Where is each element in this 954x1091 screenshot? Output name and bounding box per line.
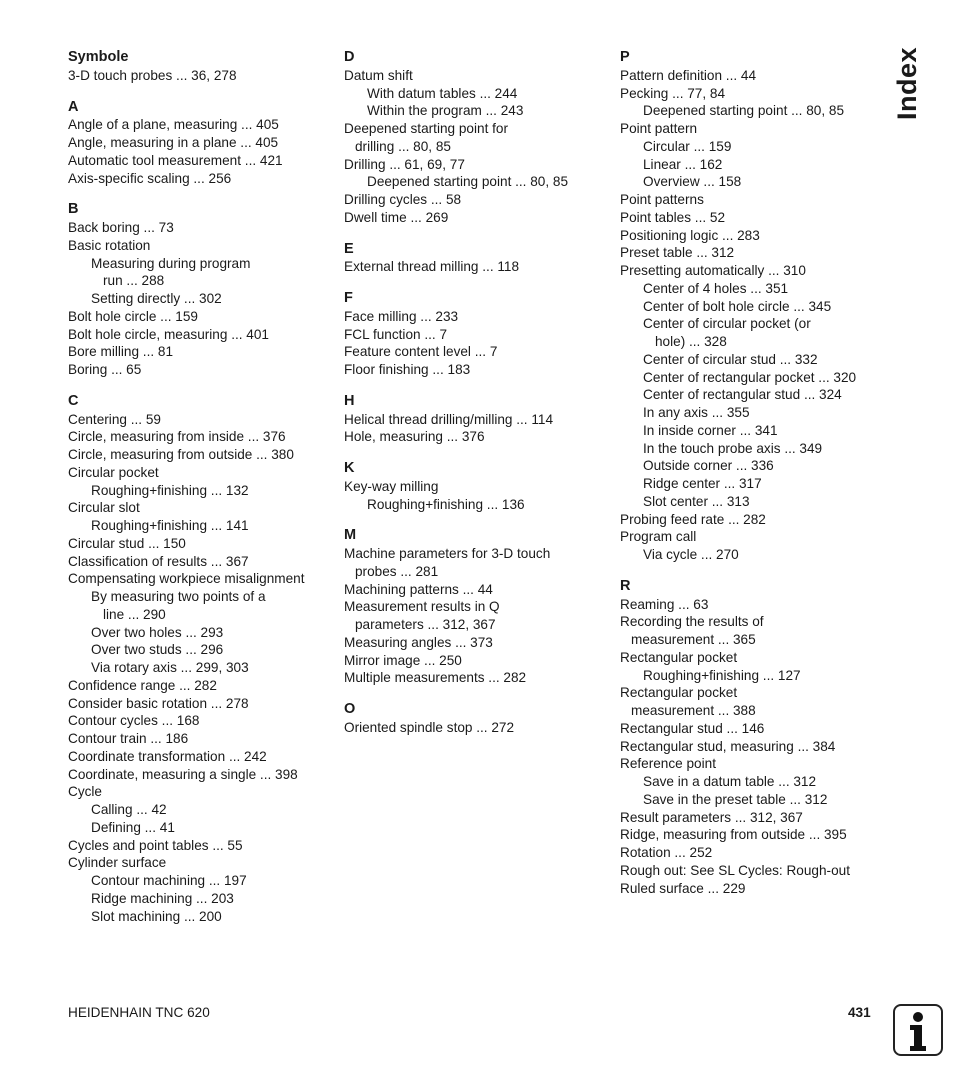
index-subentry: In inside corner ... 341 [643, 422, 778, 438]
index-subentry: Deepened starting point ... 80, 85 [367, 174, 569, 190]
index-entry: Point pattern [620, 121, 698, 136]
index-entry: Presetting automatically ... 310 [620, 263, 806, 278]
index-entry-continuation: measurement ... 388 [631, 703, 756, 718]
index-entry: Ridge, measuring from outside ... 395 [620, 827, 847, 843]
index-entry: Bolt hole circle ... 159 [68, 308, 198, 324]
index-letter-heading: R [620, 577, 631, 594]
index-letter-heading: M [344, 527, 357, 544]
index-subentry-continuation: run ... 288 [103, 273, 165, 289]
index-entry: Pattern definition ... 44 [620, 67, 757, 83]
index-subentry-continuation: line ... 290 [103, 606, 166, 622]
index-entry: Circle, measuring from outside ... 380 [68, 447, 294, 462]
index-entry: Helical thread drilling/milling ... 114 [344, 411, 554, 427]
index-subentry: Roughing+finishing ... 132 [91, 482, 249, 498]
index-letter-heading: A [68, 98, 79, 115]
index-entry: Hole, measuring ... 376 [344, 429, 485, 445]
index-entry: Machine parameters for 3-D touch [344, 546, 551, 561]
index-entry: Datum shift [344, 67, 413, 83]
index-subentry: Outside corner ... 336 [643, 458, 774, 474]
index-entry: Point patterns [620, 192, 704, 207]
info-icon [893, 1004, 943, 1056]
index-entry: Circle, measuring from inside ... 376 [68, 429, 286, 445]
index-subentry: Center of circular stud ... 332 [643, 351, 818, 367]
index-entry: FCL function ... 7 [344, 326, 448, 342]
index-entry: Contour train ... 186 [68, 731, 189, 746]
index-letter-heading: P [620, 49, 630, 65]
index-entry: Cycle [68, 784, 102, 800]
index-entry: Probing feed rate ... 282 [620, 511, 766, 527]
index-entry: Rectangular pocket [620, 685, 738, 701]
index-subentry: Center of 4 holes ... 351 [643, 280, 789, 296]
index-entry: Measurement results in Q [344, 599, 500, 615]
index-subentry: Circular ... 159 [643, 138, 732, 154]
index-letter-heading: Symbole [68, 49, 129, 65]
index-entry: Point tables ... 52 [620, 209, 726, 225]
index-entry: Circular stud ... 150 [68, 535, 186, 551]
index-entry: Deepened starting point for [344, 121, 508, 136]
index-subentry: By measuring two points of a [91, 589, 266, 604]
index-entry: Automatic tool measurement ... 421 [68, 152, 283, 168]
index-entry: Classification of results ... 367 [68, 553, 249, 569]
index-entry-continuation: parameters ... 312, 367 [355, 617, 496, 632]
index-subentry: Within the program ... 243 [367, 103, 524, 119]
index-entry: Reference point [620, 756, 716, 772]
index-letter-heading: F [344, 290, 353, 306]
section-tab-title: Index [892, 46, 922, 120]
index-entry: Cylinder surface [68, 855, 167, 871]
index-subentry: Center of rectangular stud ... 324 [643, 387, 842, 403]
index-entry: Feature content level ... 7 [344, 344, 498, 360]
index-subentry: Roughing+finishing ... 136 [367, 496, 525, 512]
index-letter-heading: B [68, 201, 79, 218]
index-entry: Dwell time ... 269 [344, 209, 449, 225]
index-entry: 3-D touch probes ... 36, 278 [68, 67, 237, 83]
index-subentry: Roughing+finishing ... 141 [91, 518, 249, 533]
index-entry: Machining patterns ... 44 [344, 581, 493, 597]
index-entry: Bore milling ... 81 [68, 344, 174, 360]
index-entry: Coordinate transformation ... 242 [68, 748, 267, 764]
index-entry: Positioning logic ... 283 [620, 227, 760, 243]
index-entry: Cycles and point tables ... 55 [68, 837, 243, 853]
index-subentry: Center of bolt hole circle ... 345 [643, 298, 832, 314]
index-entry: Measuring angles ... 373 [344, 634, 493, 650]
index-entry: Program call [620, 529, 697, 545]
index-subentry: Via rotary axis ... 299, 303 [91, 660, 249, 675]
index-entry: Preset table ... 312 [620, 245, 735, 261]
index-subentry: Calling ... 42 [91, 802, 167, 817]
index-entry: Axis-specific scaling ... 256 [68, 170, 232, 186]
index-subentry: Contour machining ... 197 [91, 873, 247, 888]
index-entry: Circular pocket [68, 464, 159, 480]
page-number: 431 [848, 1005, 871, 1020]
info-icon-glyph [895, 1006, 941, 1054]
index-subentry: Over two studs ... 296 [91, 642, 224, 658]
index-entry-continuation: measurement ... 365 [631, 632, 756, 647]
index-entry: Angle of a plane, measuring ... 405 [68, 117, 279, 133]
index-entry: Pecking ... 77, 84 [620, 85, 726, 101]
index-column-3 [620, 49, 882, 897]
index-entry: Mirror image ... 250 [344, 652, 462, 668]
index-entry: Confidence range ... 282 [68, 677, 217, 693]
index-subentry: Setting directly ... 302 [91, 291, 222, 306]
index-entry-continuation: drilling ... 80, 85 [355, 138, 451, 154]
index-entry: Rectangular pocket [620, 649, 738, 665]
index-entry: Face milling ... 233 [344, 308, 459, 324]
index-entry: Recording the results of [620, 614, 764, 630]
index-subentry: Linear ... 162 [643, 156, 723, 172]
index-entry: Contour cycles ... 168 [68, 713, 200, 729]
index-subentry: Via cycle ... 270 [643, 547, 739, 562]
index-subentry: In any axis ... 355 [643, 405, 750, 420]
index-entry: Consider basic rotation ... 278 [68, 695, 249, 711]
index-entry: Rotation ... 252 [620, 845, 713, 860]
index-entry: External thread milling ... 118 [344, 259, 520, 275]
index-entry: Rectangular stud, measuring ... 384 [620, 738, 836, 754]
index-entry: Reaming ... 63 [620, 596, 709, 612]
index-entry: Result parameters ... 312, 367 [620, 809, 803, 825]
index-subentry: Defining ... 41 [91, 819, 175, 835]
footer-manual-name: HEIDENHAIN TNC 620 [68, 1005, 210, 1020]
index-entry: Drilling ... 61, 69, 77 [344, 156, 465, 172]
index-subentry: Slot machining ... 200 [91, 908, 222, 924]
index-entry: Centering ... 59 [68, 411, 161, 427]
index-entry: Ruled surface ... 229 [620, 880, 746, 896]
index-entry: Key-way milling [344, 478, 439, 494]
index-entry: Compensating workpiece misalignment [68, 571, 305, 587]
index-subentry: Over two holes ... 293 [91, 624, 224, 640]
index-letter-heading: D [344, 49, 355, 65]
index-subentry: Slot center ... 313 [643, 493, 750, 509]
index-subentry-continuation: hole) ... 328 [655, 334, 727, 349]
index-letter-heading: H [344, 392, 355, 409]
index-entry: Angle, measuring in a plane ... 405 [68, 135, 279, 150]
index-entry-continuation: probes ... 281 [355, 563, 439, 579]
index-letter-heading: E [344, 240, 354, 257]
index-subentry: Deepened starting point ... 80, 85 [643, 103, 845, 119]
index-letter-heading: C [68, 392, 79, 409]
index-column-2 [344, 49, 606, 737]
index-subentry: In the touch probe axis ... 349 [643, 440, 823, 456]
index-column-1 [68, 49, 330, 925]
index-entry: Floor finishing ... 183 [344, 362, 471, 377]
index-letter-heading: K [344, 460, 355, 476]
index-subentry: Ridge center ... 317 [643, 476, 762, 491]
index-subentry: With datum tables ... 244 [367, 85, 518, 101]
index-entry: Coordinate, measuring a single ... 398 [68, 766, 298, 782]
index-subentry: Measuring during program [91, 255, 251, 271]
index-subentry: Save in a datum table ... 312 [643, 774, 817, 789]
index-subentry: Save in the preset table ... 312 [643, 791, 828, 807]
index-letter-heading: O [344, 701, 356, 717]
index-subentry: Center of circular pocket (or [643, 316, 811, 332]
index-subentry: Overview ... 158 [643, 174, 742, 190]
index-entry: Rough out: See SL Cycles: Rough-out [620, 862, 850, 878]
index-entry: Bolt hole circle, measuring ... 401 [68, 326, 269, 342]
index-entry: Rectangular stud ... 146 [620, 720, 765, 736]
index-entry: Basic rotation [68, 237, 151, 253]
index-entry: Oriented spindle stop ... 272 [344, 719, 515, 735]
index-entry: Circular slot [68, 500, 140, 516]
index-entry: Boring ... 65 [68, 362, 142, 377]
index-subentry: Roughing+finishing ... 127 [643, 667, 801, 683]
index-entry: Back boring ... 73 [68, 220, 174, 235]
index-subentry: Ridge machining ... 203 [91, 890, 234, 906]
index-entry: Drilling cycles ... 58 [344, 192, 462, 207]
index-subentry: Center of rectangular pocket ... 320 [643, 369, 857, 385]
index-entry: Multiple measurements ... 282 [344, 670, 527, 686]
